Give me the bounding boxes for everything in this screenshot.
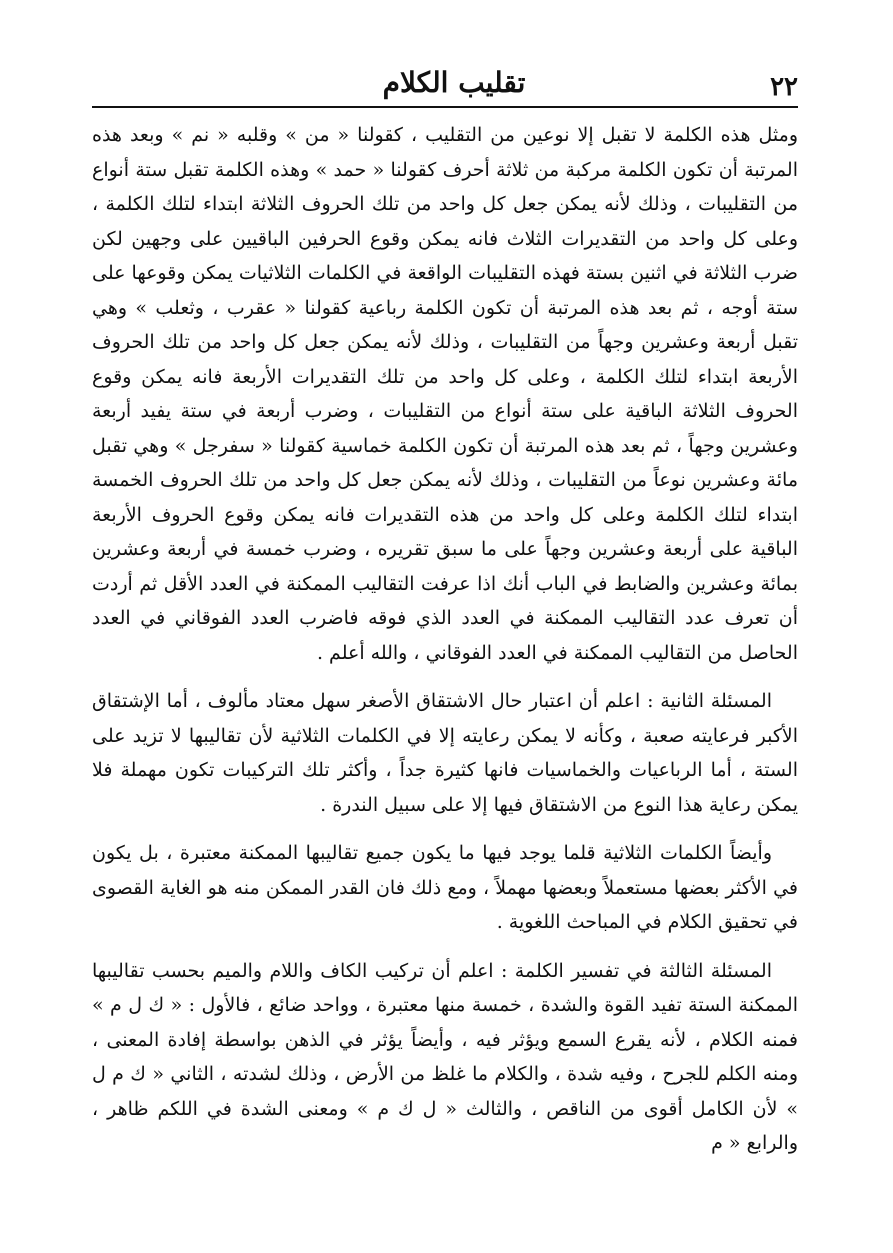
paragraph-2: المسئلة الثانية : اعلم أن اعتبار حال الاشتقاق الأصغر سهل معتاد مألوف ، أما الإشتقاق الأكبر فرعايته صعبة ، وكأنه لا يمكن رعايته إلا في الكلمات الثلاثية لأن تقاليبها لا تزيد على الستة ، أما الرباعيات والخماسيات فانها كثيرة جداً ، وأكثر تلك التركيبات تكون مهملة فلا يمكن رعاية هذا النوع من الاشتقاق فيها إلا على سبيل الندرة . xyxy=(92,690,798,816)
page-body xyxy=(92,118,798,1161)
paragraph-3: وأيضاً الكلمات الثلاثية قلما يوجد فيها ما يكون جميع تقاليبها الممكنة معتبرة ، بل يكون في الأكثر بعضها مستعملاً وبعضها مهملاً ، ومع ذلك فان القدر الممكن منه هو الغاية القصوى في تحقيق الكلام في المباحث اللغوية . xyxy=(92,842,798,933)
paragraph-1: ومثل هذه الكلمة لا تقبل إلا نوعين من التقليب ، كقولنا « من » وقلبه « نم » وبعد هذه المرتبة أن تكون الكلمة مركبة من ثلاثة أحرف كقولنا « حمد » وهذه الكلمة تقبل ستة أنواع من التقليبات ، وذلك لأنه يمكن جعل كل واحد من تلك الحروف الثلاثة ابتداء لتلك الكلمة ، وعلى كل واحد من التقديرات الثلاث فانه يمكن وقوع الحرفين الباقيين على وجهين لكن ضرب الثلاثة في اثنين بستة فهذه التقليبات الواقعة في الكلمات الثلاثيات يمكن وقوعها على ستة أوجه ، ثم بعد هذه المرتبة أن تكون الكلمة رباعية كقولنا « عقرب ، وثعلب » وهي تقبل أربعة وعشرين وجهاً من التقليبات ، وذلك لأنه يمكن جعل كل واحد من تلك الحروف الأربعة ابتداء لتلك الكلمة ، وعلى كل واحد من تلك التقديرات الأربعة فانه يمكن وقوع الحروف الثلاثة الباقية على ستة أنواع من التقليبات ، وضرب أربعة في ستة يفيد أربعة وعشرين وجهاً ، ثم بعد هذه المرتبة أن تكون الكلمة خماسية كقولنا « سفرجل » وهي تقبل مائة وعشرين نوعاً من التقليبات ، وذلك لأنه يمكن جعل كل واحد من تلك الحروف الخمسة ابتداء لتلك الكلمة وعلى كل واحد من هذه التقديرات فانه يمكن وقوع الحروف الأربعة الباقية على أربعة وعشرين وجهاً على ما سبق تقريره ، وضرب خمسة في أربعة وعشرين بمائة وعشرين والضابط في الباب أنك اذا عرفت التقاليب الممكنة في العدد الأقل ثم أردت أن تعرف عدد التقاليب الممكنة في العدد الذي فوقه فاضرب العدد الفوقاني في العدد الحاصل من التقاليب الممكنة في العدد الفوقاني ، والله أعلم . xyxy=(92,124,799,664)
running-title: تقليب الكلام xyxy=(382,66,526,99)
paragraph-4: المسئلة الثالثة في تفسير الكلمة : اعلم أن تركيب الكاف واللام والميم بحسب تقاليبها الممكنة الستة تفيد القوة والشدة ، خمسة منها معتبرة ، وواحد ضائع ، فالأول : « ك ل م » فمنه الكلام ، لأنه يقرع السمع ويؤثر فيه ، وأيضاً يؤثر في الذهن بواسطة إفادة المعنى ، ومنه الكلم للجرح ، وفيه شدة ، والكلام ما غلظ من الأرض ، وذلك لشدته ، الثاني « ك م ل » لأن الكامل أقوى من الناقص ، والثالث « ل ك م » ومعنى الشدة في اللكم ظاهر ، والرابع « م xyxy=(92,959,798,1154)
page-number: ٢٢ xyxy=(770,72,798,102)
page-header xyxy=(110,64,798,106)
header-rule xyxy=(92,106,798,108)
